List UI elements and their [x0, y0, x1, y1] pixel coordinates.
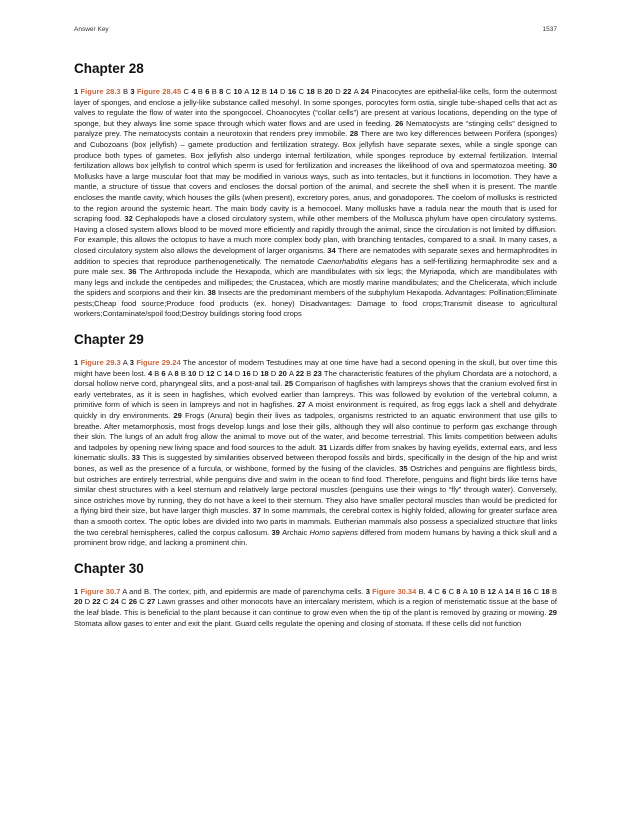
answer-text: B [211, 87, 220, 96]
answer-text: The ancestor of modern Testudines may at one time have had a second opening in the skull, but over time this might have been lost. [74, 358, 557, 378]
answer-text: Pinacocytes are epithelial-like cells, form the outermost layer of sponges, and enclose a jelly-like substance called mesohyl. In some sponges, porocytes form ostia, single tube-shaped cells that act as valves to regulate the flow of water into the spongocoel. Choanocytes (“collar cells”) are present at various locations, depending on the type of sponge, but they always line some space through which water flows and are used in feeding. [74, 87, 557, 128]
answer-text: This is suggested by similarities observed between theropod fossils and birds, specifically in the design of the hip and wrist bones, as well as the presence of a furcula, or wishbone, formed by the fusing of the clavicles. [74, 453, 557, 473]
answer-text: Archaic [282, 527, 310, 537]
answer-text: In some mammals, the cerebral cortex is highly folded, allowing for greater surface area than a smooth cortex. The optic lobes are divided into two parts in mammals. Eutherian mammals also possess a specialized structure that links the two cerebral hemispheres, called the corpus callosum. [74, 506, 557, 537]
question-number: 22 [295, 368, 307, 378]
answer-text: Lawn grasses and other monocots have an intercalary meristem, which is a region of meristematic tissue at the base of the leaf blade. This is beneficial to the plant because it can continue to grow even when the tip of the plant is removed by grazing or mowing. [74, 597, 557, 617]
answer-text: C [448, 586, 457, 596]
answer-text: C [139, 597, 147, 607]
question-number: 22 [343, 87, 354, 96]
figure-reference[interactable]: Figure 30.34 [372, 586, 417, 596]
answer-text: C [533, 586, 542, 596]
figure-reference[interactable]: Figure 29.3 [80, 358, 121, 368]
answer-text: C [102, 597, 111, 607]
answer-text: There are nematodes with separate sexes and hermaphrodites in addition to species that reproduce parthenogenetically. The nematode [74, 245, 557, 266]
answer-text: A [498, 586, 506, 596]
question-number: 35 [399, 464, 411, 473]
question-number: 6 [442, 586, 449, 596]
answer-text: B [120, 87, 131, 96]
chapter-29-heading: Chapter 29 [74, 332, 144, 348]
question-number: 28 [349, 129, 361, 139]
question-number: 1 [74, 358, 81, 368]
answer-text: B [480, 586, 488, 596]
question-number: 4 [191, 87, 198, 96]
question-number: 29 [173, 411, 185, 421]
question-number: 12 [251, 87, 262, 96]
chapter-29-section [74, 331, 557, 549]
question-number: 14 [224, 368, 235, 378]
question-number: 1 [74, 586, 81, 596]
question-number: 37 [252, 506, 264, 516]
answer-text: has a self-fertilizing hermaphrodite sex and a pure male sex. [74, 256, 557, 277]
question-number: 6 [205, 87, 212, 96]
answer-text: Stomata allow gases to enter and exit the plant. Guard cells regulate the opening and closing of stomata. If these cells did not function [74, 618, 522, 628]
answer-text: D [84, 597, 93, 607]
answer-text: B [551, 586, 557, 596]
question-number: 25 [284, 379, 296, 389]
question-number: 30 [548, 161, 557, 171]
question-number: 29 [548, 607, 557, 617]
answer-text: D [252, 368, 261, 378]
answer-text: C [225, 87, 234, 96]
answer-text: B [197, 87, 206, 96]
page-number: 1537 [542, 26, 557, 33]
answer-text: Ostriches and penguins are flightless birds, but ostriches are entirely terrestrial, while penguins dive and swim in the ocean to find food. Therefore, penguins and flight birds like terns have similar chest structures with a keel sternum and relatively large pectoral muscles (penguins use their wings to “fly” through water). Conversely, since ostriches move by running, they do not have a keel to their sternum. They also have smaller pectoral muscles than would be predicted for a flying bird their size, but have larger thigh muscles. [74, 464, 557, 516]
question-number: 1 [74, 87, 81, 96]
question-number: 12 [487, 586, 499, 596]
answer-key-content [74, 60, 557, 629]
question-number: 8 [174, 368, 181, 378]
answer-text: C [298, 87, 307, 96]
answer-text: A [353, 87, 361, 96]
answer-text: D [280, 87, 288, 96]
question-number: 4 [427, 586, 435, 596]
question-number: 18 [541, 586, 552, 596]
question-number: 22 [92, 597, 103, 607]
question-number: 34 [327, 245, 338, 255]
question-number: 36 [128, 267, 140, 277]
answer-text: A and B. The cortex, pith, and epidermis are made of parenchyma cells. [120, 586, 366, 596]
answer-text: The characteristic features of the phylum Chordata are a notochord, a dorsal hollow nerve cord, pharyngeal slits, and a post-anal tail. [74, 368, 557, 389]
answer-text: Insects are the predominant members of the subphylum Hexapoda. Advantages: Pollination;Eliminate pests;Cheap food source;Produce food products (ex. honey) Disadvantages: Damage to food crops;Transmit disease to agricultural workers;Contaminate/spoil food;Destroy buildings storing food crops [74, 288, 557, 319]
answer-text: A moist environment is required, as frog eggs lack a shell and dehydrate quickly in dry environments. [74, 400, 557, 421]
question-number: 26 [394, 118, 407, 128]
answer-text: C [434, 586, 443, 596]
question-number: 16 [522, 586, 534, 596]
answer-text: Homo sapiens [309, 527, 358, 537]
question-number: 32 [124, 214, 136, 224]
answer-text: A [462, 586, 470, 596]
question-number: 23 [313, 368, 324, 378]
question-number: 16 [287, 87, 299, 96]
answer-text: B [154, 368, 162, 378]
running-header-title: Answer Key [74, 26, 109, 33]
answer-text: C [121, 597, 129, 607]
question-number: 27 [146, 597, 158, 607]
question-number: 33 [131, 453, 143, 463]
question-number: 10 [233, 87, 245, 96]
chapter-30-heading: Chapter 30 [74, 560, 144, 576]
question-number: 31 [318, 442, 330, 452]
question-number: 3 [365, 586, 373, 596]
answer-text: A [288, 368, 296, 378]
answer-text: Lizards differ from snakes by having eyelids, external ears, and less kinematic skulls. [74, 442, 557, 463]
answer-text: D [234, 368, 243, 378]
answer-text: B [515, 586, 523, 596]
question-number: 14 [505, 586, 516, 596]
chapter-30-section [74, 560, 557, 629]
chapter-28-heading: Chapter 28 [74, 61, 144, 76]
question-number: 38 [207, 288, 218, 298]
figure-reference[interactable]: Figure 28.45 [136, 87, 182, 96]
question-number: 20 [278, 368, 289, 378]
question-number: 26 [128, 597, 140, 607]
question-number: 3 [130, 87, 137, 96]
figure-reference[interactable]: Figure 29.24 [136, 358, 181, 368]
question-number: 4 [147, 368, 155, 378]
answer-text: B [306, 368, 314, 378]
question-number: 14 [269, 87, 281, 96]
question-number: 39 [271, 527, 283, 537]
answer-text: D [270, 368, 279, 378]
answer-text: B. [416, 586, 428, 596]
question-number: 24 [360, 87, 372, 96]
chapter-29-answers [74, 358, 557, 549]
question-number: 20 [324, 87, 336, 96]
answer-text: D [198, 368, 207, 378]
answer-text: Comparison of hagfishes with lampreys shows that the cranium evolved first in early vertebrates, as it is seen in hagfishes, which evolved earlier than lampreys. This was followed by evolution of the vertebral column, a primitive form of which is seen in lampreys and not in hagfishes. [74, 379, 557, 410]
answer-text: differed from modern humans by having a thick skull and a prominent brow ridge, and lacking a prominent chin. [74, 527, 557, 548]
answer-text: The Arthropoda include the Hexapoda, which are mandibulates with six legs; the Myriapoda, which are mandibulates with many legs and include the centipedes and millipedes; the Crustacea, which are mostly marine mandibulates; and the Chelicerata, which include the spiders and scorpions and their kin. [74, 267, 558, 298]
question-number: 3 [129, 358, 137, 368]
answer-text: There are two key differences between Porifera (sponges) and Cubozoans (box jellyfish) – gamete production and fertilization strategy. Box jellyfish have separate sexes, while a single sponge can produce both types of gametes. Box jellyfish also undergo internal fertilization, while sponges reproduce by external fertilization. Internal fertilization allows box jellyfish to control which sperm is used for fertilization and increases the likelihood of ova and spermatozoa meeting. [74, 129, 558, 171]
answer-text: B [317, 87, 325, 96]
question-number: 24 [110, 597, 122, 607]
question-number: 8 [456, 586, 463, 596]
answer-text: Cephalopods have a closed circulatory system, while other members of the Mollusca phylum have open circulatory systems. Having a closed system allows blood to be moved more efficiently and rapidly through the animal, since the circulation is not limited by diffusion. For example, this allows the octopus to have a much more complex body plan, with branching tentacles, compared to a snail. In many cases, a closed circulatory system also allows the development of larger organisms. [74, 214, 557, 255]
question-number: 12 [206, 368, 217, 378]
chapter-28-section [74, 60, 557, 320]
chapter-28-answers [74, 87, 557, 320]
answer-text: A [244, 87, 252, 96]
question-number: 20 [74, 597, 85, 607]
figure-reference[interactable]: Figure 28.3 [80, 87, 121, 96]
answer-text: Caenorhabditis elegans [317, 256, 398, 266]
answer-text: Nematocysts are “stinging cells” designed to paralyze prey. The nematocysts contain a neurotoxin that renders prey immobile. [74, 118, 557, 139]
answer-text: A [167, 368, 175, 378]
question-number: 18 [260, 368, 271, 378]
answer-text: Frogs (Anura) begin their lives as tadpoles, organisms restricted to an aquatic environment that use gills to breathe. After metamorphosis, most frogs develop lungs and lose their gills, although they will also continue to perform gas exchange through their skin. The lungs of an adult frog allow the animal to move out of the water, and become terrestrial. This limits competition between adults and tadpoles by opening new living space and food sources to the adult. [74, 411, 557, 452]
answer-text: B [261, 87, 270, 96]
answer-text: C [216, 368, 225, 378]
question-number: 10 [187, 368, 199, 378]
question-number: 10 [469, 586, 481, 596]
question-number: 27 [297, 400, 309, 410]
question-number: 16 [242, 368, 253, 378]
answer-text: Mollusks have a large muscular foot that may be modified in various ways, such as into tentacles, but it functions in locomotion. They have a mantle, a structure of tissue that covers and encloses the dorsal portion of the animal, and secrete the shell when it is present. The mantle encloses the mantle cavity, which houses the gills (when present), excretory pores, anus, and gonadopores. The coelom of mollusks is restricted to the region around the systemic heart. The main body cavity is a hemocoel. Many mollusks have a radula near the mouth that is used for scraping food. [74, 171, 557, 224]
answer-text: D [335, 87, 343, 96]
question-number: 6 [161, 368, 168, 378]
answer-text: C [181, 87, 192, 96]
answer-text: A [120, 358, 130, 368]
question-number: 18 [306, 87, 318, 96]
figure-reference[interactable]: Figure 30.7 [80, 586, 121, 596]
answer-text: B [180, 368, 188, 378]
question-number: 8 [219, 87, 226, 96]
chapter-30-answers [74, 587, 557, 629]
